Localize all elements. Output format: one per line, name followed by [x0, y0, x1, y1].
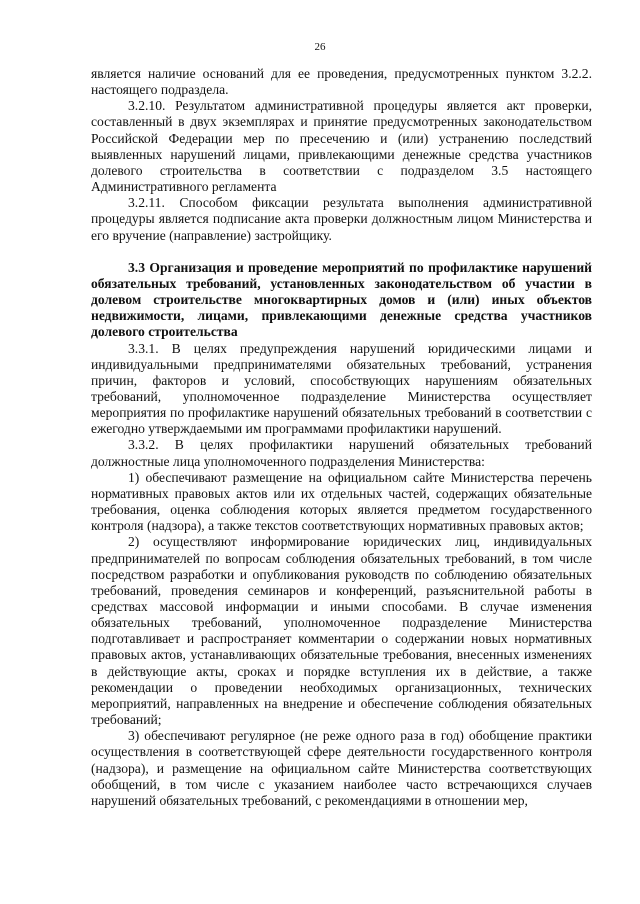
list-item-1: 1) обеспечивают размещение на официальном сайте Министерства перечень нормативных правовых актов или их отдельных частей, содержащих обязательные требования, оценка соблюдения которых является предметом государственного контроля (надзора), а также текстов соответствующих нормативных правовых актов;	[91, 469, 592, 534]
paragraph-continuation: является наличие оснований для ее проведения, предусмотренных пунктом 3.2.2. настоящего подраздела.	[91, 66, 592, 98]
document-body	[91, 66, 592, 809]
page-number: 26	[314, 41, 326, 53]
section-heading-3-3: 3.3 Организация и проведение мероприятий по профилактике нарушений обязательных требований, установленных законодательством об участии в долевом строительстве многоквартирных домов и (или) иных объектов недвижимости, лицами, привлекающими денежные средства участников долевого строительства	[91, 259, 592, 340]
list-item-2: 2) осуществляют информирование юридических лиц, индивидуальных предпринимателей по вопросам соблюдения обязательных требований, в том числе посредством разработки и опубликования руководств по соблюдению обязательных требований, проведения семинаров и конференций, разъяснительной работы в средствах массовой информации и иными способами. В случае изменения обязательных требований, уполномоченное подразделение Министерства подготавливает и распространяет комментарии о содержании новых нормативных правовых актов, устанавливающих обязательные требования, внесенных изменениях в действующие акты, сроках и порядке вступления их в действие, а также рекомендации о проведении необходимых организационных, технических мероприятий, направленных на внедрение и обеспечение соблюдения обязательных требований;	[91, 534, 592, 728]
paragraph-3-3-2: 3.3.2. В целях профилактики нарушений обязательных требований должностные лица уполномоченного подразделения Министерства:	[91, 437, 592, 469]
paragraph-3-2-11: 3.2.11. Способом фиксации результата выполнения административной процедуры является подписание акта проверки должностным лицом Министерства и его вручение (направление) застройщику.	[91, 195, 592, 243]
paragraph-3-2-10: 3.2.10. Результатом административной процедуры является акт проверки, составленный в двух экземплярах и принятие предусмотренных законодательством Российской Федерации мер по пресечению и (или) устранению последствий выявленных нарушений лицами, привлекающими денежные средства участников долевого строительства в соответствии с подразделом 3.5 настоящего Административного регламента	[91, 98, 592, 195]
list-item-3: 3) обеспечивают регулярное (не реже одного раза в год) обобщение практики осуществления в соответствующей сфере деятельности государственного контроля (надзора), и размещение на официальном сайте Министерства соответствующих обобщений, в том числе с указанием наиболее часто встречающихся случаев нарушений обязательных требований, с рекомендациями в отношении мер,	[91, 728, 592, 808]
paragraph-3-3-1: 3.3.1. В целях предупреждения нарушений юридическими лицами и индивидуальными предпринимателями обязательных требований, устранения причин, факторов и условий, способствующих нарушениям обязательных требований, уполномоченное подразделение Министерства осуществляет мероприятия по профилактике нарушений обязательных требований в соответствии с ежегодно утверждаемыми им программами профилактики нарушений.	[91, 340, 592, 437]
